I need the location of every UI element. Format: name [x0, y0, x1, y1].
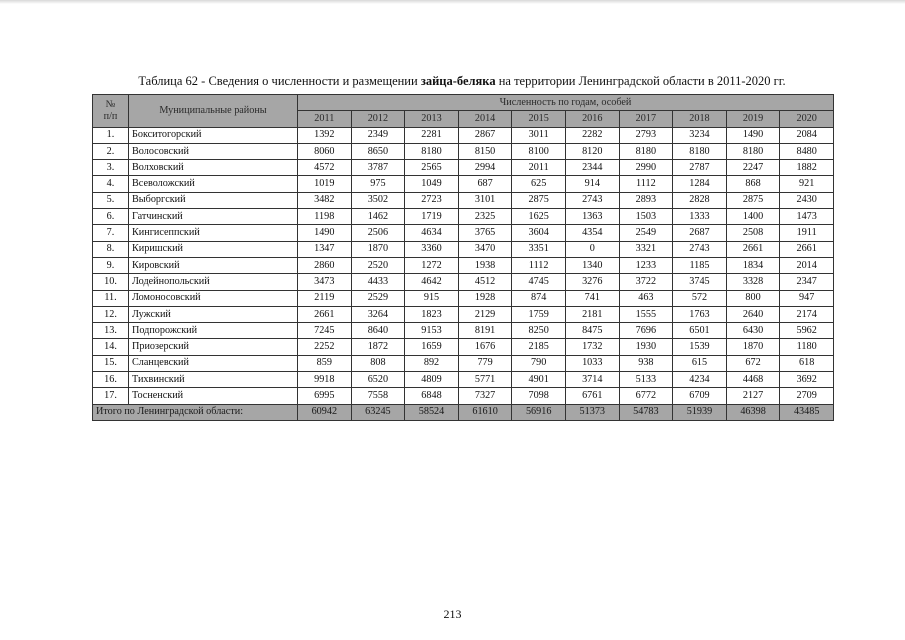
population-value: 2661: [298, 306, 352, 322]
district-name: Волховский: [129, 160, 298, 176]
population-value: 8480: [780, 143, 834, 159]
table-body: [93, 127, 834, 420]
population-value: 1340: [565, 257, 619, 273]
row-number: 5.: [93, 192, 129, 208]
population-value: 2282: [565, 127, 619, 143]
population-value: 1659: [405, 339, 459, 355]
table-row: [93, 306, 834, 322]
population-value: 7696: [619, 323, 673, 339]
year-header: 2012: [351, 111, 405, 127]
total-label: Итого по Ленинградской области:: [93, 404, 298, 420]
population-value: 914: [565, 176, 619, 192]
population-value: 1719: [405, 209, 459, 225]
table-row: [93, 372, 834, 388]
population-value: 2174: [780, 306, 834, 322]
district-name: Подпорожский: [129, 323, 298, 339]
population-value: 4354: [565, 225, 619, 241]
population-value: 3101: [458, 192, 512, 208]
population-value: 3328: [726, 274, 780, 290]
population-value: 1049: [405, 176, 459, 192]
population-value: 6709: [673, 388, 727, 404]
page-number: 213: [443, 607, 462, 621]
table-row: [93, 160, 834, 176]
total-value: 61610: [458, 404, 512, 420]
population-value: 2723: [405, 192, 459, 208]
population-value: 975: [351, 176, 405, 192]
district-name: Тосненский: [129, 388, 298, 404]
population-value: 1233: [619, 257, 673, 273]
population-value: 1198: [298, 209, 352, 225]
population-value: 2281: [405, 127, 459, 143]
population-value: 1473: [780, 209, 834, 225]
district-name: Кировский: [129, 257, 298, 273]
year-header: 2019: [726, 111, 780, 127]
table-row: [93, 176, 834, 192]
population-value: 0: [565, 241, 619, 257]
row-number: 7.: [93, 225, 129, 241]
row-number: 2.: [93, 143, 129, 159]
population-value: 1019: [298, 176, 352, 192]
table-row: [93, 355, 834, 371]
population-value: 921: [780, 176, 834, 192]
population-value: 4809: [405, 372, 459, 388]
total-value: 58524: [405, 404, 459, 420]
population-value: 2661: [780, 241, 834, 257]
header-row-1: [93, 95, 834, 111]
population-value: 1185: [673, 257, 727, 273]
district-name: Приозерский: [129, 339, 298, 355]
population-value: 8180: [673, 143, 727, 159]
population-value: 3745: [673, 274, 727, 290]
district-name: Тихвинский: [129, 372, 298, 388]
population-value: 1400: [726, 209, 780, 225]
hare-population-table: [92, 94, 834, 421]
population-value: 2743: [565, 192, 619, 208]
table-row: [93, 323, 834, 339]
population-value: 2994: [458, 160, 512, 176]
population-value: 2430: [780, 192, 834, 208]
population-value: 1872: [351, 339, 405, 355]
population-value: 2181: [565, 306, 619, 322]
population-value: 3351: [512, 241, 566, 257]
population-value: 2325: [458, 209, 512, 225]
population-value: 2687: [673, 225, 727, 241]
population-value: 3011: [512, 127, 566, 143]
population-value: 859: [298, 355, 352, 371]
total-value: 56916: [512, 404, 566, 420]
table-row: [93, 209, 834, 225]
table-row: [93, 241, 834, 257]
population-value: 2875: [726, 192, 780, 208]
population-value: 2990: [619, 160, 673, 176]
district-name: Гатчинский: [129, 209, 298, 225]
row-number: 14.: [93, 339, 129, 355]
population-value: 2640: [726, 306, 780, 322]
population-value: 808: [351, 355, 405, 371]
population-value: 625: [512, 176, 566, 192]
caption-suffix: на территории Ленинградской области в 2011-2020 гг.: [495, 74, 786, 88]
population-value: 8650: [351, 143, 405, 159]
population-value: 6995: [298, 388, 352, 404]
population-value: 8120: [565, 143, 619, 159]
population-value: 687: [458, 176, 512, 192]
population-value: 5962: [780, 323, 834, 339]
population-value: 2549: [619, 225, 673, 241]
population-value: 2520: [351, 257, 405, 273]
year-header: 2018: [673, 111, 727, 127]
population-value: 4572: [298, 160, 352, 176]
population-value: 2344: [565, 160, 619, 176]
population-value: 1870: [726, 339, 780, 355]
population-value: 1112: [512, 257, 566, 273]
population-value: 874: [512, 290, 566, 306]
population-value: 8100: [512, 143, 566, 159]
population-value: 5133: [619, 372, 673, 388]
total-value: 46398: [726, 404, 780, 420]
population-value: 3722: [619, 274, 673, 290]
total-value: 63245: [351, 404, 405, 420]
population-value: 2185: [512, 339, 566, 355]
population-value: 2893: [619, 192, 673, 208]
year-header: 2011: [298, 111, 352, 127]
population-value: 1928: [458, 290, 512, 306]
caption-species: зайца-беляка: [420, 74, 496, 88]
population-value: 892: [405, 355, 459, 371]
population-value: 463: [619, 290, 673, 306]
row-number: 11.: [93, 290, 129, 306]
population-value: 1823: [405, 306, 459, 322]
population-value: 938: [619, 355, 673, 371]
district-name: Бокситогорский: [129, 127, 298, 143]
district-name: Лодейнопольский: [129, 274, 298, 290]
population-value: 1180: [780, 339, 834, 355]
population-value: 5771: [458, 372, 512, 388]
district-name: Кингисеппский: [129, 225, 298, 241]
population-value: 1834: [726, 257, 780, 273]
year-header: 2015: [512, 111, 566, 127]
population-value: 2252: [298, 339, 352, 355]
population-value: 1763: [673, 306, 727, 322]
population-value: 1333: [673, 209, 727, 225]
population-value: 1490: [298, 225, 352, 241]
population-value: 1284: [673, 176, 727, 192]
population-value: 2661: [726, 241, 780, 257]
total-value: 51373: [565, 404, 619, 420]
col-number-header: № п/п: [93, 95, 129, 128]
population-value: 1882: [780, 160, 834, 176]
table-row: [93, 274, 834, 290]
population-value: 1625: [512, 209, 566, 225]
table-row: [93, 388, 834, 404]
row-number: 17.: [93, 388, 129, 404]
population-value: 1490: [726, 127, 780, 143]
row-number: 13.: [93, 323, 129, 339]
population-value: 1112: [619, 176, 673, 192]
population-value: 1347: [298, 241, 352, 257]
population-value: 2508: [726, 225, 780, 241]
year-header: 2014: [458, 111, 512, 127]
district-name: Волосовский: [129, 143, 298, 159]
population-value: 6430: [726, 323, 780, 339]
year-header: 2016: [565, 111, 619, 127]
district-name: Сланцевский: [129, 355, 298, 371]
population-value: 4234: [673, 372, 727, 388]
district-name: Киришский: [129, 241, 298, 257]
year-header: 2017: [619, 111, 673, 127]
row-number: 16.: [93, 372, 129, 388]
population-value: 741: [565, 290, 619, 306]
population-value: 3604: [512, 225, 566, 241]
population-value: 3234: [673, 127, 727, 143]
population-value: 7327: [458, 388, 512, 404]
population-value: 2247: [726, 160, 780, 176]
population-value: 1930: [619, 339, 673, 355]
population-value: 8640: [351, 323, 405, 339]
row-number: 3.: [93, 160, 129, 176]
population-value: 618: [780, 355, 834, 371]
district-name: Всеволожский: [129, 176, 298, 192]
population-value: 8180: [405, 143, 459, 159]
population-value: 4512: [458, 274, 512, 290]
population-value: 1676: [458, 339, 512, 355]
population-value: 4745: [512, 274, 566, 290]
population-value: 4433: [351, 274, 405, 290]
population-value: 800: [726, 290, 780, 306]
year-header: 2020: [780, 111, 834, 127]
row-number: 9.: [93, 257, 129, 273]
population-value: 2565: [405, 160, 459, 176]
year-header: 2013: [405, 111, 459, 127]
population-value: 8060: [298, 143, 352, 159]
table-caption: [92, 74, 832, 89]
table-row: [93, 192, 834, 208]
population-value: 1033: [565, 355, 619, 371]
population-value: 9153: [405, 323, 459, 339]
table-row: [93, 127, 834, 143]
table-row: [93, 257, 834, 273]
table-row: [93, 225, 834, 241]
row-number: 8.: [93, 241, 129, 257]
population-value: 1539: [673, 339, 727, 355]
population-value: 2793: [619, 127, 673, 143]
population-value: 3360: [405, 241, 459, 257]
population-value: 8180: [726, 143, 780, 159]
population-value: 3473: [298, 274, 352, 290]
district-name: Ломоносовский: [129, 290, 298, 306]
row-number: 12.: [93, 306, 129, 322]
population-value: 3470: [458, 241, 512, 257]
population-value: 2860: [298, 257, 352, 273]
population-value: 8250: [512, 323, 566, 339]
population-value: 2875: [512, 192, 566, 208]
total-row: [93, 404, 834, 420]
population-value: 3787: [351, 160, 405, 176]
population-value: 2506: [351, 225, 405, 241]
row-number: 15.: [93, 355, 129, 371]
population-value: 7245: [298, 323, 352, 339]
population-value: 8150: [458, 143, 512, 159]
population-value: 1732: [565, 339, 619, 355]
population-value: 4634: [405, 225, 459, 241]
population-value: 572: [673, 290, 727, 306]
col-years-group-header: Численность по годам, особей: [298, 95, 834, 111]
table-row: [93, 290, 834, 306]
population-value: 1759: [512, 306, 566, 322]
population-value: 3482: [298, 192, 352, 208]
total-value: 51939: [673, 404, 727, 420]
row-number: 10.: [93, 274, 129, 290]
population-value: 7098: [512, 388, 566, 404]
population-value: 4468: [726, 372, 780, 388]
population-value: 868: [726, 176, 780, 192]
population-value: 790: [512, 355, 566, 371]
population-value: 3765: [458, 225, 512, 241]
population-value: 7558: [351, 388, 405, 404]
population-value: 8191: [458, 323, 512, 339]
table-row: [93, 339, 834, 355]
population-value: 8475: [565, 323, 619, 339]
population-value: 1938: [458, 257, 512, 273]
total-value: 54783: [619, 404, 673, 420]
population-value: 2349: [351, 127, 405, 143]
total-value: 60942: [298, 404, 352, 420]
col-district-header: Муниципальные районы: [129, 95, 298, 128]
population-value: 672: [726, 355, 780, 371]
population-value: 1870: [351, 241, 405, 257]
table-row: [93, 143, 834, 159]
population-value: 6848: [405, 388, 459, 404]
population-value: 8180: [619, 143, 673, 159]
population-value: 9918: [298, 372, 352, 388]
population-value: 2867: [458, 127, 512, 143]
population-value: 3714: [565, 372, 619, 388]
population-value: 2011: [512, 160, 566, 176]
row-number: 4.: [93, 176, 129, 192]
population-value: 1392: [298, 127, 352, 143]
population-value: 2347: [780, 274, 834, 290]
population-value: 2787: [673, 160, 727, 176]
population-value: 915: [405, 290, 459, 306]
population-value: 2014: [780, 257, 834, 273]
population-value: 1462: [351, 209, 405, 225]
population-value: 2828: [673, 192, 727, 208]
population-value: 2129: [458, 306, 512, 322]
population-value: 6772: [619, 388, 673, 404]
population-value: 4901: [512, 372, 566, 388]
population-value: 3692: [780, 372, 834, 388]
population-value: 6761: [565, 388, 619, 404]
caption-prefix: Таблица 62 - Сведения о численности и размещении: [138, 74, 421, 88]
population-value: 1503: [619, 209, 673, 225]
population-value: 2709: [780, 388, 834, 404]
population-value: 2084: [780, 127, 834, 143]
population-value: 3264: [351, 306, 405, 322]
population-value: 3321: [619, 241, 673, 257]
population-value: 2529: [351, 290, 405, 306]
population-value: 3502: [351, 192, 405, 208]
population-value: 947: [780, 290, 834, 306]
population-value: 615: [673, 355, 727, 371]
district-name: Выборгский: [129, 192, 298, 208]
scan-top-edge: [0, 0, 905, 4]
population-value: 1911: [780, 225, 834, 241]
population-value: 1363: [565, 209, 619, 225]
row-number: 1.: [93, 127, 129, 143]
population-value: 4642: [405, 274, 459, 290]
row-number: 6.: [93, 209, 129, 225]
population-value: 2743: [673, 241, 727, 257]
population-value: 2127: [726, 388, 780, 404]
population-value: 3276: [565, 274, 619, 290]
population-value: 2119: [298, 290, 352, 306]
population-value: 1555: [619, 306, 673, 322]
population-value: 6501: [673, 323, 727, 339]
total-value: 43485: [780, 404, 834, 420]
population-value: 779: [458, 355, 512, 371]
district-name: Лужский: [129, 306, 298, 322]
population-value: 1272: [405, 257, 459, 273]
population-value: 6520: [351, 372, 405, 388]
